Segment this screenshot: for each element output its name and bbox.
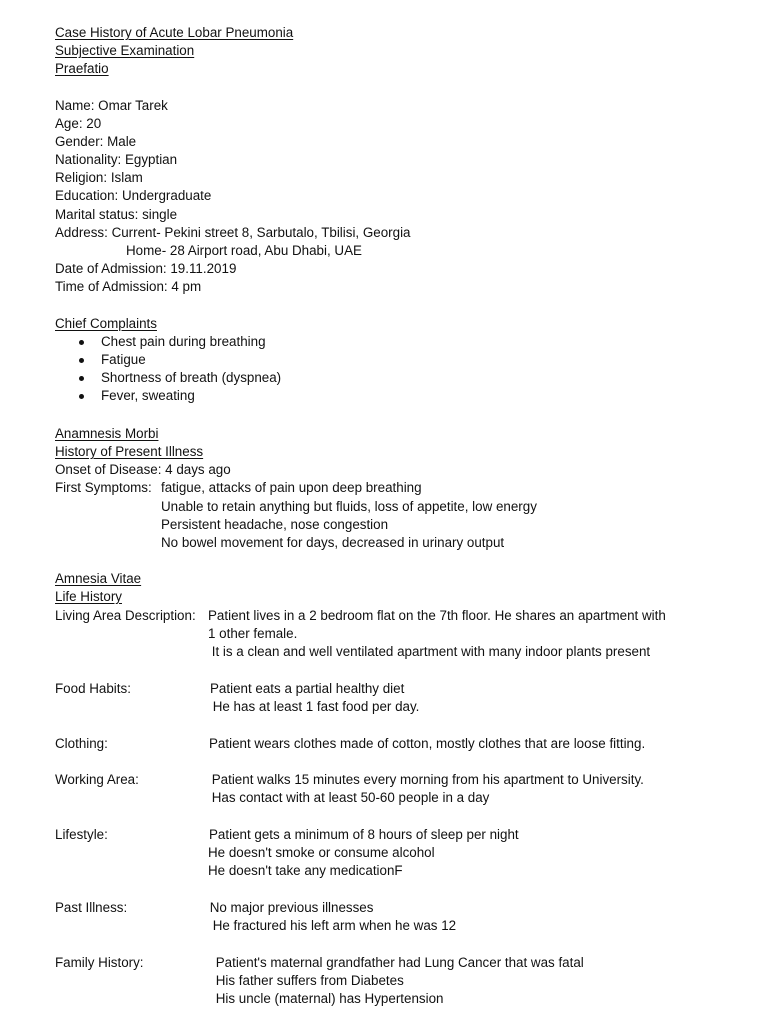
admission-date: Date of Admission: 19.11.2019 bbox=[55, 261, 237, 276]
admission-time: Time of Admission: 4 pm bbox=[55, 279, 202, 294]
family-history-line: His father suffers from Diabetes bbox=[212, 973, 404, 988]
patient-gender: Gender: Male bbox=[55, 134, 137, 149]
section-heading-praefatio: Praefatio bbox=[55, 61, 109, 76]
bullet-icon bbox=[79, 358, 84, 363]
lifestyle-line: He doesn't smoke or consume alcohol bbox=[208, 845, 435, 860]
living-area-line: Patient lives in a 2 bedroom flat on the 7th floor. He shares an apartment with bbox=[208, 608, 666, 623]
onset-of-disease: Onset of Disease: 4 days ago bbox=[55, 462, 231, 477]
working-area-line: Patient walks 15 minutes every morning from his apartment to University. bbox=[208, 772, 644, 787]
address-current: Address: Current- Pekini street 8, Sarbutalo, Tbilisi, Georgia bbox=[55, 225, 411, 240]
food-habits-line: Patient eats a partial healthy diet bbox=[210, 681, 405, 696]
symptom-line: fatigue, attacks of pain upon deep breathing bbox=[161, 480, 422, 495]
section-heading-present-illness: History of Present Illness bbox=[55, 444, 204, 459]
first-symptoms-label: First Symptoms: bbox=[55, 480, 152, 495]
bullet-icon bbox=[79, 394, 84, 399]
living-area-line: It is a clean and well ventilated apartment with many indoor plants present bbox=[208, 644, 651, 659]
working-area-line: Has contact with at least 50-60 people in a day bbox=[208, 790, 490, 805]
family-history-label: Family History: bbox=[55, 955, 144, 970]
document-title: Case History of Acute Lobar Pneumonia bbox=[55, 25, 294, 40]
list-item: Shortness of breath (dyspnea) bbox=[101, 370, 282, 385]
symptom-line: Unable to retain anything but fluids, loss of appetite, low energy bbox=[161, 499, 537, 514]
family-history-line: Patient's maternal grandfather had Lung Cancer that was fatal bbox=[212, 955, 584, 970]
section-heading-life-history: Life History bbox=[55, 589, 122, 604]
address-home: Home- 28 Airport road, Abu Dhabi, UAE bbox=[126, 243, 362, 258]
clothing-label: Clothing: bbox=[55, 736, 108, 751]
symptom-line: Persistent headache, nose congestion bbox=[161, 517, 389, 532]
past-illness-line: He fractured his left arm when he was 12 bbox=[209, 918, 457, 933]
living-area-line: 1 other female. bbox=[208, 626, 298, 641]
bullet-icon bbox=[79, 340, 84, 345]
patient-age: Age: 20 bbox=[55, 116, 102, 131]
patient-education: Education: Undergraduate bbox=[55, 188, 212, 203]
lifestyle-label: Lifestyle: bbox=[55, 827, 108, 842]
living-area-label: Living Area Description: bbox=[55, 608, 196, 623]
past-illness-line: No major previous illnesses bbox=[206, 900, 374, 915]
clothing-line: Patient wears clothes made of cotton, mostly clothes that are loose fitting. bbox=[209, 736, 646, 751]
food-habits-line: He has at least 1 fast food per day. bbox=[209, 699, 420, 714]
bullet-icon bbox=[79, 376, 84, 381]
section-heading-chief-complaints: Chief Complaints bbox=[55, 316, 157, 331]
list-item: Fever, sweating bbox=[101, 388, 195, 403]
patient-marital-status: Marital status: single bbox=[55, 207, 178, 222]
list-item: Chest pain during breathing bbox=[101, 334, 266, 349]
family-history-line: His uncle (maternal) has Hypertension bbox=[212, 991, 444, 1006]
past-illness-label: Past Illness: bbox=[55, 900, 128, 915]
food-habits-label: Food Habits: bbox=[55, 681, 131, 696]
patient-nationality: Nationality: Egyptian bbox=[55, 152, 178, 167]
lifestyle-line: He doesn't take any medicationF bbox=[208, 863, 403, 878]
section-heading-subjective: Subjective Examination bbox=[55, 43, 195, 58]
patient-religion: Religion: Islam bbox=[55, 170, 143, 185]
patient-name: Name: Omar Tarek bbox=[55, 98, 168, 113]
section-heading-amnesia-vitae: Amnesia Vitae bbox=[55, 571, 142, 586]
section-heading-anamnesis-morbi: Anamnesis Morbi bbox=[55, 426, 159, 441]
symptom-line: No bowel movement for days, decreased in urinary output bbox=[161, 535, 505, 550]
lifestyle-line: Patient gets a minimum of 8 hours of sleep per night bbox=[209, 827, 519, 842]
list-item: Fatigue bbox=[101, 352, 146, 367]
working-area-label: Working Area: bbox=[55, 772, 139, 787]
